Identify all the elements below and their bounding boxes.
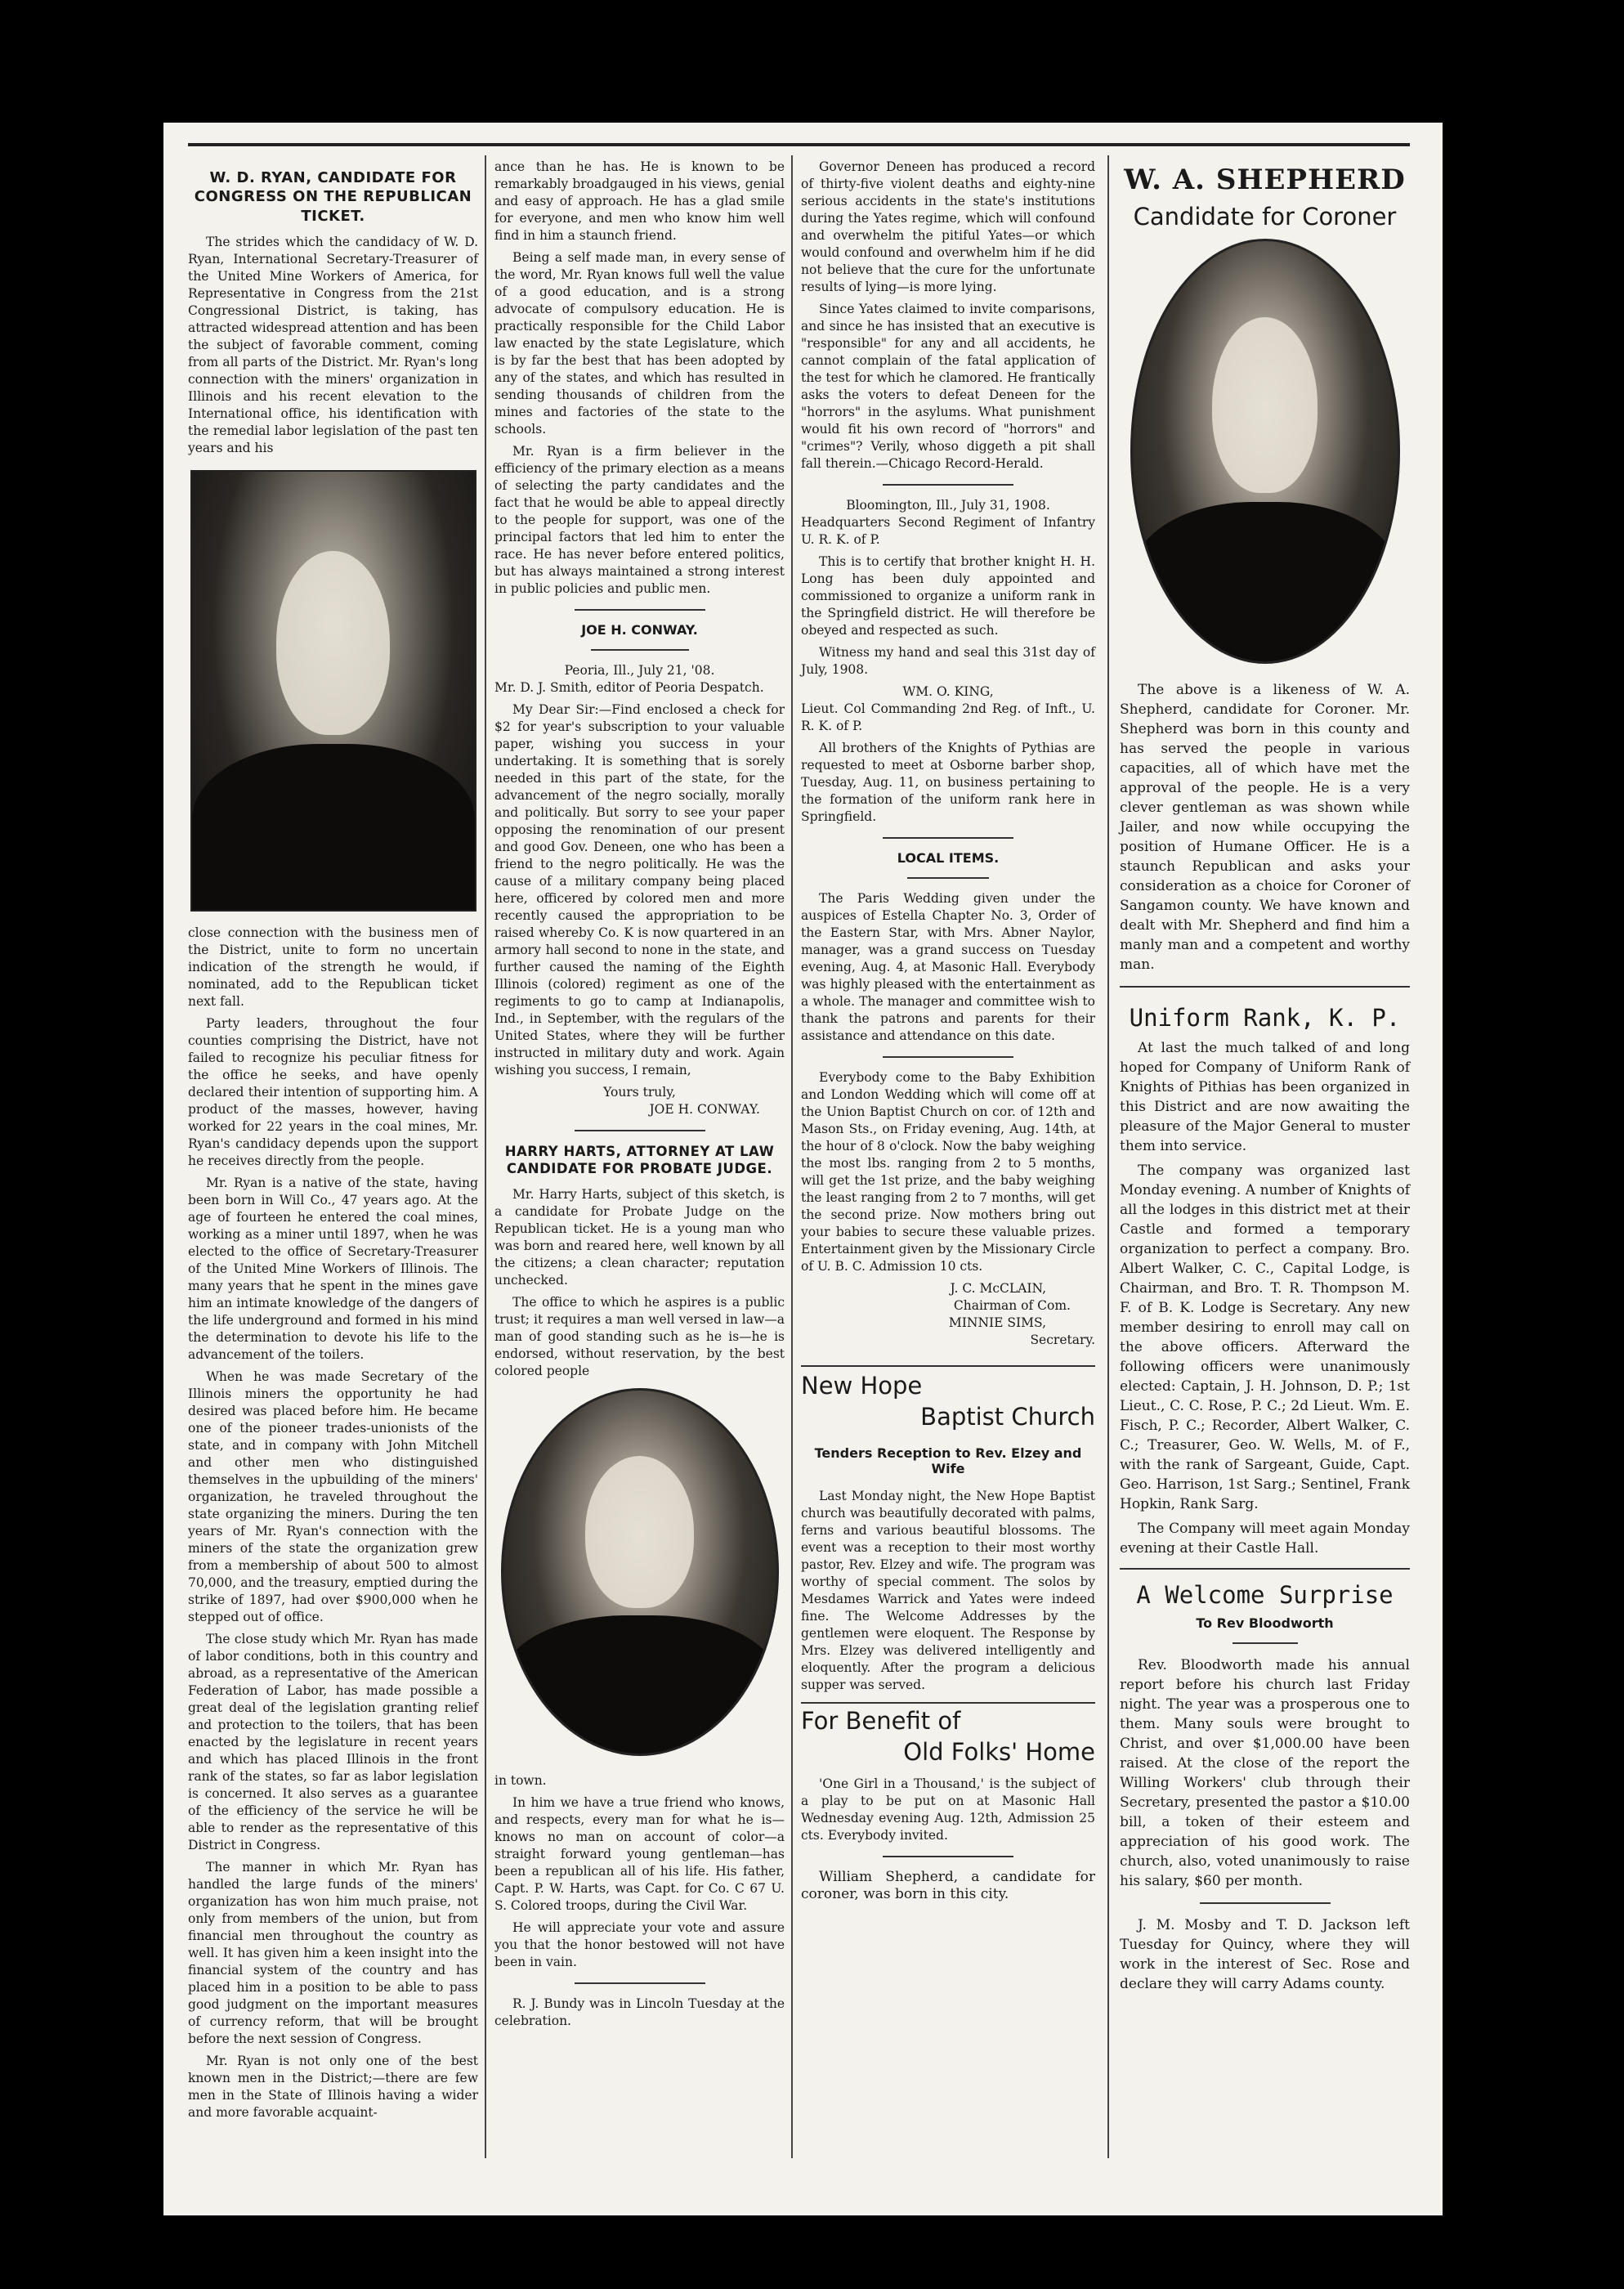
welcome-surprise-paragraph: Rev. Bloodworth made his annual report before his church last Friday night. The year was a prosperous one to them. Many souls were brought to Christ, and over $1,000.00 have been raised. At the close of the report the Willing Workers' club through their Secretary, presented the pastor a $10.00 bill, a token of their esteem and appreciation of his good work. The church, also, voted unanimously to raise his salary, $60 per month. [1120,1657,1410,1889]
ryan-continued-paragraph: Being a self made man, in every sense of the word, Mr. Ryan knows full well the value of a good education, and is a strong advocate of compulsory education. He is practically responsible for the Child Labor law enacted by the state Legislature, which is by far the best that has been adopted by any of the states, and which has resulted in sending thousands of children from the mines and factories of the state to the schools. [494,250,785,437]
harts-headline: HARRY HARTS, ATTORNEY AT LAW CANDIDATE FOR PROBATE JUDGE. [504,1144,775,1177]
top-rule [188,143,1410,146]
portrait-shoulders [1133,502,1398,661]
local-signature: Chairman of Com. [953,1298,1071,1313]
section-divider [1120,986,1410,988]
harts-paragraph: The office to which he aspires is a public trust; it requires a man well versed in law—a man of good standing such as he is—he is endorsed, without reservation, by the best colored people [494,1294,785,1378]
section-separator [575,1130,705,1131]
deneen-paragraph: Governor Deneen has produced a record of thirty-five violent deaths and eighty-nine serious accidents in the state's institutions during the Yates regime, which will confound and overwhelm the pitiful Yates—or which would confound and overwhelm him if he did not believe that the cure for the unfortunate results of lying—is more lying. [801,159,1095,294]
ryan-paragraph: When he was made Secretary of the Illinois miners the opportunity he had desired was placed before him. He became one of the pioneer trades-unionists of the state, and in company with John Mitchell and other men who distinguished themselves in the upbuilding of the miners' organization, he traveled throughout the state organizing the miners. During the ten years of Mr. Ryan's connection with the miners of the state the organization grew from a membership of about 500 to almost 70,000, and the treasury, emptied during the strike of 1897, had over $900,000 when he stepped out of office. [188,1369,478,1625]
shepherd-note: William Shepherd, a candidate for coroner, was born in this city. [801,1869,1095,1902]
conway-dateline: Peoria, Ill., July 21, '08. [564,663,715,678]
portrait-shoulders [503,1615,776,1754]
ryan-continued-paragraph: ance than he has. He is known to be remarkably broadgauged in his views, genial and easy of approach. He has a glad smile for everyone, and men who know him well find in him a staunch friend. [494,159,785,243]
kp-signature-title: Lieut. Col Commanding 2nd Reg. of Inft., U. R. K. of P. [801,701,1095,733]
section-separator [1233,1642,1298,1644]
ryan-paragraph: The close study which Mr. Ryan has made of labor conditions, both in this country and abroad, as a representative of the American Federation of Labor, has made possible a great deal of the legislation granting relief and protection to the toilers, that has been enacted by the legislature in recent years and which has placed Illinois in the front rank of the states, so far as labor legislation is concerned. It also serves as a guarantee of the efficiency of the service he will be able to render as the representative of this District in Congress. [188,1632,478,1853]
portrait-shoulders [192,744,475,911]
section-separator [591,649,689,651]
local-signature: J. C. McCLAIN, [950,1281,1046,1296]
ryan-paragraph: close connection with the business men of the District, unite to form no uncertain indication of the strength he would, if nominated, add to the Republican ticket next fall. [188,925,478,1010]
section-divider [1120,1568,1410,1570]
local-paragraph: The Paris Wedding given under the auspices of Estella Chapter No. 3, Order of the Eastern Star, with Mrs. Abner Naylor, manager, was a grand success on Tuesday evening, Aug. 4, at Masonic Hall. Everybody was highly pleased with the entertainment as a whole. The manager and committee wish to thank the patrons and parents for their assistance and attendance on this date. [801,891,1095,1043]
section-separator [575,1982,705,1984]
ryan-paragraph: Party leaders, throughout the four counties comprising the District, have not failed to recognize his peculiar fitness for the office he seeks, and have openly declared their intention of supporting him. A product of the masses, however, having worked for 22 years in the coal mines, Mr. Ryan's candidacy depends upon the support he receives directly from the people. [188,1016,478,1169]
uniform-rank-paragraph: The Company will meet again Monday evening at their Castle Hall. [1120,1521,1410,1557]
ryan-continued-paragraph: Mr. Ryan is a firm believer in the efficiency of the primary election as a means of selecting the party candidates and the fact that he would be able to appeal directly to the people for support, was one of the principal factors that led him to enter the race. He has never before entered politics, but has always maintained a strong interest in public policies and public men. [494,444,785,596]
section-separator [883,1856,1013,1857]
column-1 [188,155,478,2126]
conway-closing: Yours truly, [603,1085,676,1100]
kp-dateline: Bloomington, Ill., July 31, 1908. [846,498,1050,513]
shepherd-portrait-image [1130,239,1400,664]
harts-paragraph: in town. [494,1772,547,1788]
column-2 [494,155,785,2035]
ryan-portrait-image [190,470,476,912]
local-paragraph: Everybody come to the Baby Exhibition and London Wedding which will come off at the Union Baptist Church on cor. of 12th and Mason Sts., on Friday evening, Aug. 14th, at the hour of 8 o'clock. Now the baby weighing the most lbs. ranging from 2 to 5 months, will get the 1st prize, and the baby weighing the least ranging from 2 to 7 months, will get the second prize. Now mothers bring out your babies to secure these valuable prizes. Entertainment given by the Missionary Circle of U. B. C. Admission 10 cts. [801,1070,1095,1274]
kp-signature: WM. O. KING, [902,684,994,699]
old-folks-headline: Old Folks' Home [903,1738,1095,1766]
kp-paragraph: Headquarters Second Regiment of Infantry U. R. K. of P. [801,515,1095,547]
mosby-jackson-item: J. M. Mosby and T. D. Jackson left Tuesday for Quincy, where they will work in the interest of Sec. Rose and declare they will carry Adams county. [1120,1917,1410,1992]
new-hope-headline: Baptist Church [920,1403,1095,1431]
kp-paragraph: All brothers of the Knights of Pythias are requested to meet at Osborne barber shop, Tuesday, Aug. 11, on business pertaining to the formation of the uniform rank here in Springfield. [801,741,1095,824]
shepherd-headline: W. A. SHEPHERD [1124,164,1406,196]
shepherd-paragraph: The above is a likeness of W. A. Shepherd, candidate for Coroner. Mr. Shepherd was born in this county and has served the people in various capacities, all of which have met the approval of the people. He is a very clever gentleman as was shown while Jailer, and now while occupying the position of Humane Officer. He is a staunch Republican and asks your consideration as a choice for Coroner of Sangamon county. We have known and dealt with Mr. Shepherd and find him a manly man and a competent and worthy man. [1120,682,1410,973]
old-folks-paragraph: 'One Girl in a Thousand,' is the subject of a play to be put on at Masonic Hall Wednesday evening Aug. 12th, Admission 25 cts. Everybody invited. [801,1776,1095,1843]
conway-headline: JOE H. CONWAY. [581,622,698,638]
ryan-paragraph: The manner in which Mr. Ryan has handled the large funds of the miners' organization has won him much praise, not only from members of the union, but from financial men throughout the country as well. It has given him a keen insight into the financial system of the country and has placed him in a position to be able to pass good judgment on the important measures of currency reform, that will be brought before the next session of Congress. [188,1860,478,2047]
harts-paragraph: In him we have a true friend who knows, and respects, every man for what he is—knows no man on account of color—a straight forward young gentleman—has been a republican all of his life. His father, Capt. P. W. Harts, was Capt. for Co. C 67 U. S. Colored troops, during the Civil War. [494,1794,785,1913]
old-folks-headline: For Benefit of [801,1707,961,1735]
conway-body: My Dear Sir:—Find enclosed a check for $2 for year's subscription to your valuable paper, wishing you success in your undertaking. It is something that is sorely needed in this part of the state, for the advancement of the negro socially, morally and politically. But sorry to see your paper opposing the renomination of our present and good Gov. Deneen, one who has been a friend to the negro politically. He was the cause of a military company being placed here, officered by colored men and more recently caused the appropriation to be raised whereby Co. K is now quartered in an armory hall second to none in the state, and further caused the naming of the Eighth Illinois (colored) regiment as one of the regiments to go to camp at Indianapolis, Ind., in September, with the regulars of the United States, where they will be further instructed in military duty and work. Again wishing you success, I remain, [494,702,785,1077]
portrait-face [276,551,389,735]
section-separator [907,877,989,879]
ryan-paragraph: The strides which the candidacy of W. D. Ryan, International Secretary-Treasurer of the United Mine Workers of America, for Representative in Congress from the 21st Congressional District, is taking, has attracted widespread attention and has been the subject of favorable comment, coming from all parts of the District. Mr. Ryan's long connection with the miners' organization in Illinois and his recent elevation to the International office, his identification with the remedial labor legislation of the past ten years and his [188,235,478,456]
column-rule [1107,155,1109,2158]
new-hope-subhead: Tenders Reception to Rev. Elzey and Wife [814,1445,1082,1476]
section-separator [1200,1902,1331,1904]
ryan-paragraph: Mr. Ryan is a native of the state, having been born in Will Co., 47 years ago. At the age of fourteen he entered the coal mines, working as a miner until 1897, when he was elected to the office of Secretary-Treasurer of the United Mine Workers of Illinois. The many years that he spent in the mines gave him an intimate knowledge of the dangers of the life underground and formed in his mind the determination to devote his life to the advancement of the toilers. [188,1176,478,1363]
new-hope-headline: New Hope [801,1372,923,1400]
section-separator [883,837,1013,839]
conway-signature: JOE H. CONWAY. [649,1102,760,1117]
section-divider [801,1365,1095,1367]
uniform-rank-paragraph: The company was organized last Monday evening. A number of Knights of all the lodges in this district met at their Castle and formed a temporary organization to perfect a company. Bro. Albert Walker, C. C., Capital Lodge, is Chairman, and Bro. T. R. Thompson M. F. of B. K. Lodge is Secretary. Any new member desiring to enroll may call on the above officers. Afterward the following officers were unanimously elected: Captain, J. H. Johnson, D. P.; 1st Lieut., C. C. Rose, P. C.; 2d Lieut. Wm. E. Fisch, P. C.; Recorder, Albert Walker, C. C.; Treasurer, Geo. W. Wells, M. of F., with the rank of Sargeant, Guide, Capt. Geo. Harrison, 1st Sarg.; Sentinel, Frank Hopkin, Rank Sarg. [1120,1162,1410,1512]
welcome-surprise-subhead: To Rev Bloodworth [1196,1615,1334,1631]
portrait-face [1212,317,1318,494]
kp-paragraph: This is to certify that brother knight H. H. Long has been duly appointed and commissioned to organize a uniform rank in the Springfield district. He will therefore be obeyed and respected as such. [801,554,1095,638]
ryan-paragraph: Mr. Ryan is not only one of the best known men in the District;—there are few men in the State of Illinois having a wider and more favorable acquaint- [188,2054,478,2121]
deneen-paragraph: Since Yates claimed to invite comparisons, and since he has insisted that an executive is "responsible" for any and all accidents, he cannot complain of the fatal application of the test for which he clamored. He frantically asks the voters to defeat Deneen for the "horrors" in the asylums. What punishment would fit his own record of "horrors" and "crimes"? Verily, whoso diggeth a pit shall fall therein.—Chicago Record-Herald. [801,302,1095,471]
section-separator [883,1056,1013,1058]
section-divider [801,1702,1095,1704]
column-rule [791,155,793,2158]
bundy-item: R. J. Bundy was in Lincoln Tuesday at the celebration. [494,1996,785,2028]
newspaper-page [163,123,1443,2215]
conway-address: Mr. D. J. Smith, editor of Peoria Despatch. [494,680,764,695]
column-3 [801,155,1095,1908]
section-separator [883,484,1013,486]
uniform-rank-headline: Uniform Rank, K. P. [1129,1004,1401,1032]
new-hope-paragraph: Last Monday night, the New Hope Baptist church was beautifully decorated with palms, ferns and various beautiful blossoms. The event was a reception to their most worthy pastor, Rev. Elzey and wife. The program was worthy of special comment. The solos by Mesdames Warrick and Yates were indeed fine. The Welcome Addresses by the gentlemen were eloquent. The Response by Mrs. Elzey was delivered intelligently and eloquently. After the program a delicious supper was served. [801,1489,1095,1692]
local-signature: Secretary. [1030,1333,1095,1347]
column-4 [1120,155,1410,1999]
local-signature: MINNIE SIMS, [948,1315,1046,1330]
shepherd-subhead: Candidate for Coroner [1133,203,1397,231]
portrait-face [585,1456,695,1608]
section-separator [575,609,705,611]
column-rule [485,155,486,2158]
uniform-rank-paragraph: At last the much talked of and long hoped for Company of Uniform Rank of Knights of Pithias has been organized in this District and are now awaiting the pleasure of the Major General to muster them into service. [1120,1040,1410,1154]
harts-paragraph: Mr. Harry Harts, subject of this sketch, is a candidate for Probate Judge on the Republican ticket. He is a young man who was born and reared here, well known by all the citizens; a clean character; reputation unchecked. [494,1186,785,1288]
harts-portrait-image [501,1388,779,1756]
local-items-headline: LOCAL ITEMS. [897,850,1000,866]
ryan-headline: W. D. RYAN, CANDIDATE FOR CONGRESS ON THE REPUBLICAN TICKET. [194,169,472,225]
welcome-surprise-headline: A Welcome Surprise [1136,1581,1394,1609]
harts-paragraph: He will appreciate your vote and assure you that the honor bestowed will not have been in vain. [494,1919,785,1969]
kp-paragraph: Witness my hand and seal this 31st day of July, 1908. [801,645,1095,677]
